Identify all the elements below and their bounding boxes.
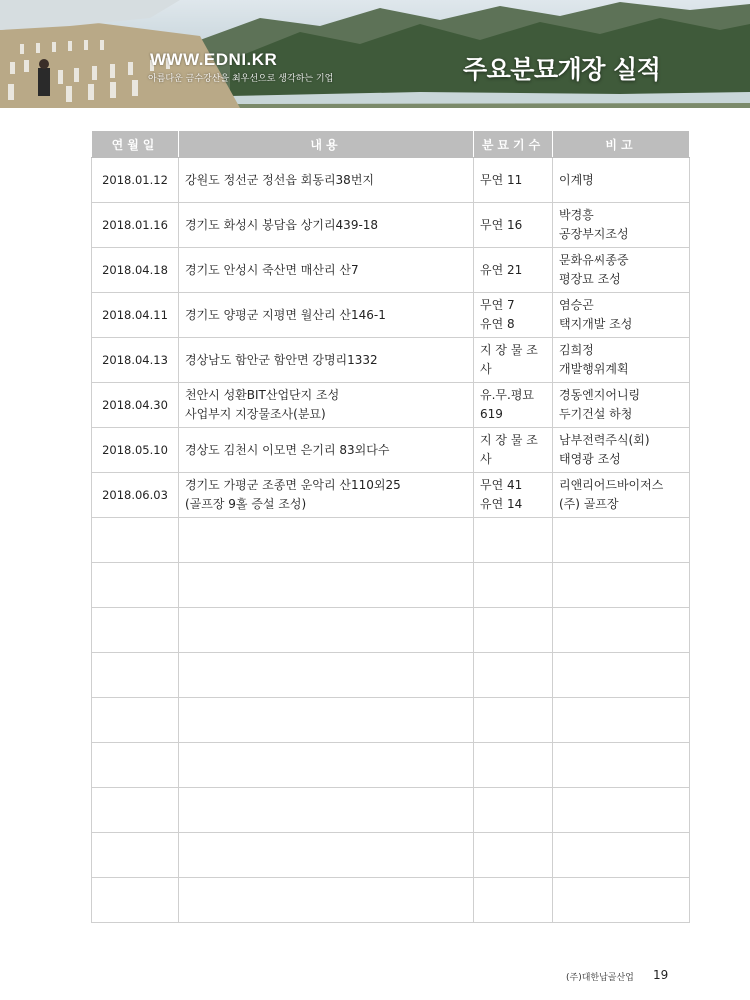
date-cell: 2018.04.13 (92, 338, 179, 383)
table-header-row (92, 131, 690, 158)
count-cell-line: 지 장 물 조 (480, 343, 538, 357)
count-cell-line: 619 (480, 407, 503, 421)
content-cell (179, 203, 474, 248)
date-cell: 2018.05.10 (92, 428, 179, 473)
page-title: 주요분묘개장 실적 (463, 55, 661, 84)
empty-cell (179, 833, 474, 878)
empty-cell (92, 608, 179, 653)
empty-cell (179, 878, 474, 923)
note-cell-line: 리앤리어드바이저스 (559, 478, 664, 492)
count-cell-line: 유연 14 (480, 497, 523, 511)
count-cell (474, 248, 553, 293)
count-cell-line: 사 (480, 452, 492, 466)
table-row (92, 293, 690, 338)
date-cell: 2018.01.16 (92, 203, 179, 248)
date-cell: 2018.06.03 (92, 473, 179, 518)
content-cell (179, 383, 474, 428)
header-banner (0, 0, 750, 108)
empty-cell (179, 788, 474, 833)
table-row (92, 338, 690, 383)
empty-row (92, 833, 690, 878)
empty-cell (474, 788, 553, 833)
empty-row (92, 653, 690, 698)
table-row (92, 158, 690, 203)
note-cell (553, 293, 690, 338)
note-cell-line: 평장묘 조성 (559, 272, 621, 286)
content-cell (179, 293, 474, 338)
note-cell-line: 염승곤 (559, 298, 594, 312)
note-cell (553, 158, 690, 203)
empty-cell (553, 653, 690, 698)
empty-cell (179, 653, 474, 698)
note-cell-line: (주) 골프장 (559, 497, 619, 511)
empty-cell (553, 518, 690, 563)
empty-row (92, 878, 690, 923)
note-cell (553, 473, 690, 518)
content-cell (179, 473, 474, 518)
empty-row (92, 788, 690, 833)
content-cell-line: (골프장 9홀 증설 조성) (185, 497, 307, 511)
page-number: 19 (653, 968, 669, 982)
content-cell-line: 경기도 양평군 지평면 월산리 산146-1 (185, 307, 386, 322)
empty-cell (92, 518, 179, 563)
note-cell-line: 이계명 (559, 172, 594, 187)
count-cell (474, 158, 553, 203)
note-cell-line: 김희정 (559, 343, 594, 357)
note-cell (553, 338, 690, 383)
content-cell-line: 경기도 안성시 죽산면 매산리 산7 (185, 262, 359, 277)
content-cell-line: 천안시 성환BIT산업단지 조성 (185, 388, 340, 402)
column-header-count: 분묘기수 (474, 131, 553, 158)
empty-cell (474, 653, 553, 698)
count-cell (474, 203, 553, 248)
content-cell (179, 338, 474, 383)
empty-row (92, 518, 690, 563)
count-cell (474, 473, 553, 518)
empty-cell (92, 563, 179, 608)
empty-cell (553, 563, 690, 608)
empty-cell (474, 563, 553, 608)
count-cell-line: 무연 11 (480, 172, 523, 187)
content-cell-line: 경상남도 함안군 함안면 강명리1332 (185, 352, 378, 367)
empty-cell (92, 698, 179, 743)
records-table (91, 130, 690, 923)
company-slogan: 아름다운 금수강산을 최우선으로 생각하는 기업 (148, 74, 334, 84)
count-cell-line: 무연 7 (480, 298, 515, 312)
count-cell-line: 지 장 물 조 (480, 433, 538, 447)
empty-cell (553, 698, 690, 743)
table-row (92, 383, 690, 428)
count-cell-line: 유연 21 (480, 262, 523, 277)
empty-cell (553, 833, 690, 878)
date-cell: 2018.04.11 (92, 293, 179, 338)
count-cell-line: 유연 8 (480, 317, 515, 331)
empty-cell (179, 743, 474, 788)
note-cell-line: 경동엔지어니링 (559, 388, 641, 402)
empty-cell (179, 698, 474, 743)
count-cell (474, 428, 553, 473)
empty-row (92, 563, 690, 608)
table-row (92, 248, 690, 293)
note-cell-line: 택지개발 조성 (559, 317, 633, 331)
empty-cell (474, 833, 553, 878)
note-cell (553, 428, 690, 473)
empty-cell (179, 608, 474, 653)
note-cell (553, 383, 690, 428)
table-row (92, 428, 690, 473)
content-cell-line: 경상도 김천시 이모면 은기리 83외다수 (185, 442, 390, 457)
empty-cell (92, 653, 179, 698)
empty-cell (92, 833, 179, 878)
content-cell (179, 428, 474, 473)
date-cell: 2018.04.18 (92, 248, 179, 293)
count-cell (474, 293, 553, 338)
column-header-date: 연월일 (92, 131, 179, 158)
count-cell-line: 사 (480, 362, 492, 376)
note-cell (553, 248, 690, 293)
empty-cell (179, 563, 474, 608)
content-cell-line: 경기도 화성시 봉담읍 상기리439-18 (185, 217, 379, 232)
empty-row (92, 743, 690, 788)
content-cell-line: 경기도 가평군 조종면 운악리 산110외25 (185, 478, 401, 492)
content-cell-line: 사업부지 지장물조사(분묘) (185, 407, 326, 421)
empty-cell (553, 743, 690, 788)
note-cell-line: 공장부지조성 (559, 227, 629, 241)
note-cell-line: 문화유씨종중 (559, 253, 629, 267)
empty-cell (553, 878, 690, 923)
empty-cell (92, 788, 179, 833)
count-cell-line: 무연 41 (480, 478, 523, 492)
site-url: WWW.EDNI.KR (150, 50, 278, 69)
content-cell (179, 248, 474, 293)
note-cell-line: 두기건설 하청 (559, 407, 633, 421)
table-row (92, 203, 690, 248)
note-cell-line: 남부전력주식(회) (559, 433, 650, 447)
table-body (92, 158, 690, 923)
note-cell-line: 태영광 조성 (559, 452, 621, 466)
empty-cell (92, 878, 179, 923)
empty-cell (553, 608, 690, 653)
empty-cell (474, 743, 553, 788)
empty-cell (474, 608, 553, 653)
company-name: (주)대한납골산업 (566, 973, 634, 983)
column-header-content: 내용 (179, 131, 474, 158)
note-cell (553, 203, 690, 248)
date-cell: 2018.01.12 (92, 158, 179, 203)
count-cell-line: 유.무.평묘 (480, 388, 534, 402)
count-cell (474, 338, 553, 383)
count-cell (474, 383, 553, 428)
column-header-note: 비고 (553, 131, 690, 158)
table-row (92, 473, 690, 518)
empty-row (92, 698, 690, 743)
empty-cell (474, 698, 553, 743)
empty-cell (474, 878, 553, 923)
empty-cell (92, 743, 179, 788)
date-cell: 2018.04.30 (92, 383, 179, 428)
content-cell (179, 158, 474, 203)
note-cell-line: 박경흥 (559, 208, 594, 222)
count-cell-line: 무연 16 (480, 217, 523, 232)
empty-cell (179, 518, 474, 563)
empty-cell (553, 788, 690, 833)
note-cell-line: 개발행위계획 (559, 362, 629, 376)
content-cell-line: 강원도 정선군 정선읍 회동리38번지 (185, 172, 375, 187)
empty-row (92, 608, 690, 653)
empty-cell (474, 518, 553, 563)
